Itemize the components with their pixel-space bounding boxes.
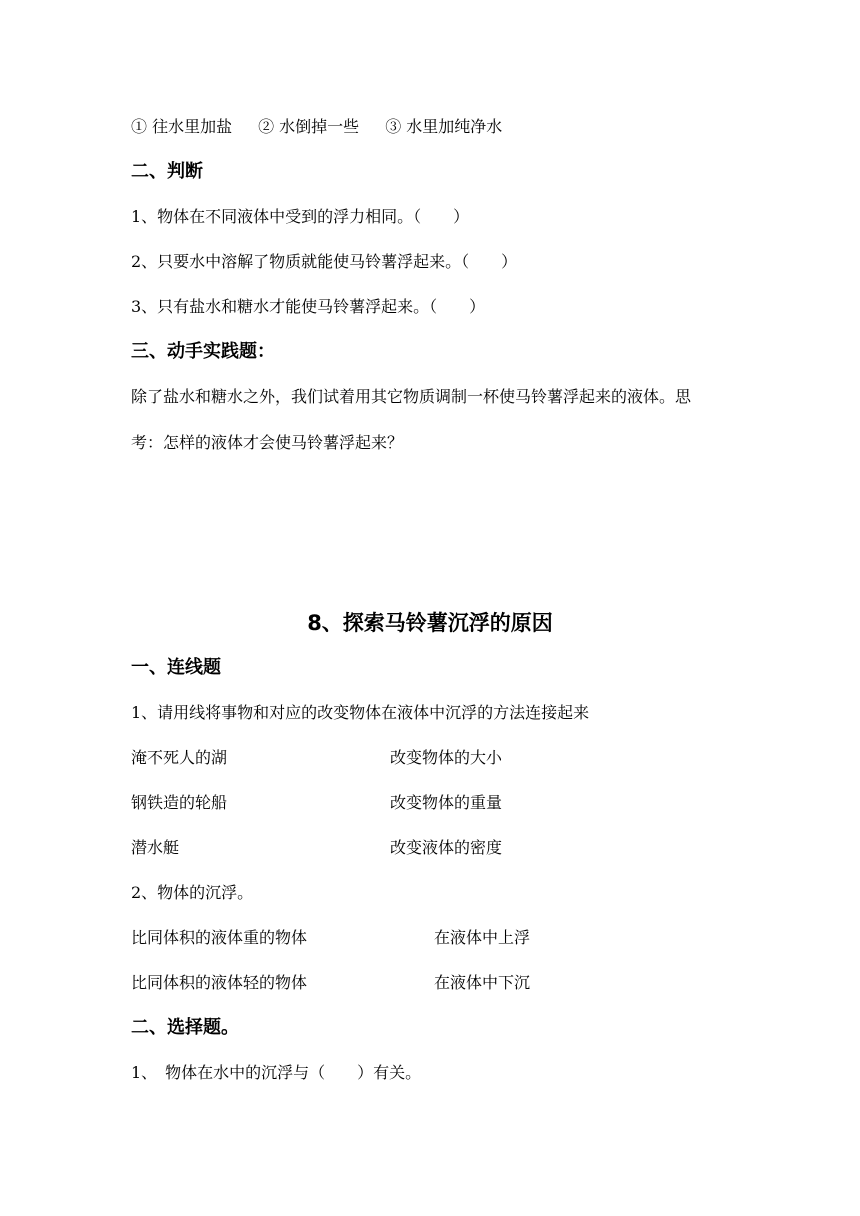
practice-section-heading: 三、动手实践题： [131, 341, 275, 362]
judge-item-1: 1、物体在不同液体中受到的浮力相同。（ ） [131, 207, 470, 226]
practice-text-line-2: 考：怎样的液体才会使马铃薯浮起来？ [131, 433, 404, 452]
judge-item-3: 3、只有盐水和糖水才能使马铃薯浮起来。（ ） [131, 297, 486, 316]
match-right-2: 改变物体的重量 [390, 793, 503, 812]
match-left-2: 钢铁造的轮船 [131, 793, 228, 812]
match-section-heading: 一、连线题 [131, 657, 221, 678]
practice-text-line-1: 除了盐水和糖水之外，我们试着用其它物质调制一杯使马铃薯浮起来的液体。思 [131, 387, 692, 406]
sink-float-right-1: 在液体中上浮 [434, 928, 531, 947]
judge-item-2: 2、只要水中溶解了物质就能使马铃薯浮起来。（ ） [131, 252, 518, 271]
lesson-title: 8、探索马铃薯沉浮的原因 [307, 611, 553, 635]
match-left-3: 潜水艇 [131, 838, 180, 857]
judge-section-heading: 二、判断 [131, 161, 203, 182]
choice-question-1: 1、 物体在水中的沉浮与（ ）有关。 [131, 1063, 422, 1082]
answer-options [131, 116, 502, 138]
sink-float-left-1: 比同体积的液体重的物体 [131, 928, 308, 947]
sink-float-right-2: 在液体中下沉 [434, 973, 531, 992]
option-2: ② 水倒掉一些 [258, 117, 360, 136]
match-left-1: 淹不死人的湖 [131, 748, 228, 767]
option-3: ③ 水里加纯净水 [385, 117, 503, 136]
sink-float-left-2: 比同体积的液体轻的物体 [131, 973, 308, 992]
match-question-1: 1、请用线将事物和对应的改变物体在液体中沉浮的方法连接起来 [131, 703, 590, 722]
option-1: ① 往水里加盐 [131, 117, 233, 136]
match-right-1: 改变物体的大小 [390, 748, 503, 767]
choice-section-heading: 二、选择题。 [131, 1017, 239, 1038]
match-question-2: 2、物体的沉浮。 [131, 883, 254, 902]
match-right-3: 改变液体的密度 [390, 838, 503, 857]
